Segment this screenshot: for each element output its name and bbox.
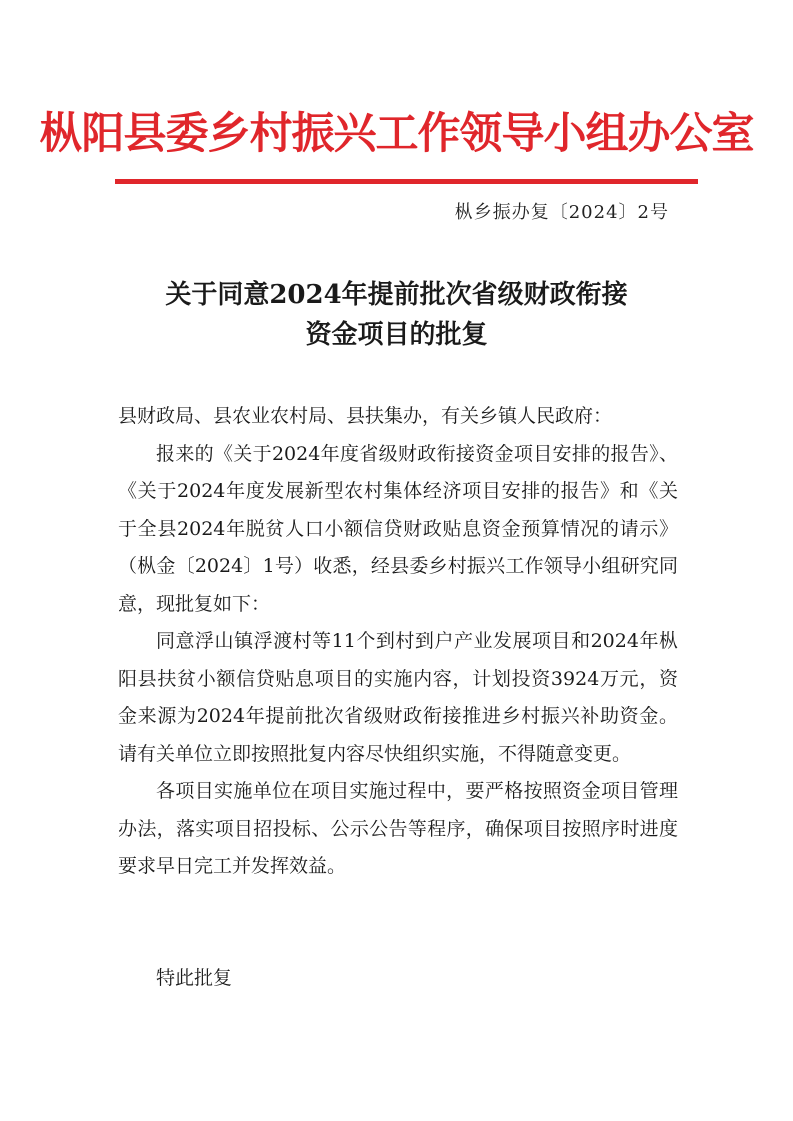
closing-phrase: 特此批复 xyxy=(156,967,233,989)
document-title-line-1: 关于同意2024年提前批次省级财政衔接 xyxy=(165,280,628,310)
document-number: 枞乡振办复〔2024〕2号 xyxy=(454,202,669,223)
issuing-authority-header: 枞阳县委乡村振兴工作领导小组办公室 xyxy=(39,109,754,159)
body-paragraph-1: 报来的《关于2024年度省级财政衔接资金项目安排的报告》、《关于2024年度发展新型农村集体经济项目安排的报告》和《关于全县2024年脱贫人口小额信贷财政贴息资金预算情况的请示》（枞金〔2024〕1号）收悉，经县委乡村振兴工作领导小组研究同意，现批复如下： xyxy=(118,442,678,615)
body-paragraph-3: 各项目实施单位在项目实施过程中，要严格按照资金项目管理办法，落实项目招投标、公示公告等程序，确保项目按照序时进度要求早日完工并发挥效益。 xyxy=(118,780,678,877)
document-title-line-2: 资金项目的批复 xyxy=(305,320,488,350)
document-title xyxy=(0,275,793,355)
body-paragraph-2: 同意浮山镇浮渡村等11个到村到户产业发展项目和2024年枞阳县扶贫小额信贷贴息项目的实施内容，计划投资3924万元，资金来源为2024年提前批次省级财政衔接推进乡村振兴补助资金。请有关单位立即按照批复内容尽快组织实施，不得随意变更。 xyxy=(118,630,678,765)
document-body xyxy=(118,398,678,886)
salutation: 县财政局、县农业农村局、县扶集办，有关乡镇人民政府： xyxy=(118,405,613,427)
red-header-rule xyxy=(115,179,698,184)
